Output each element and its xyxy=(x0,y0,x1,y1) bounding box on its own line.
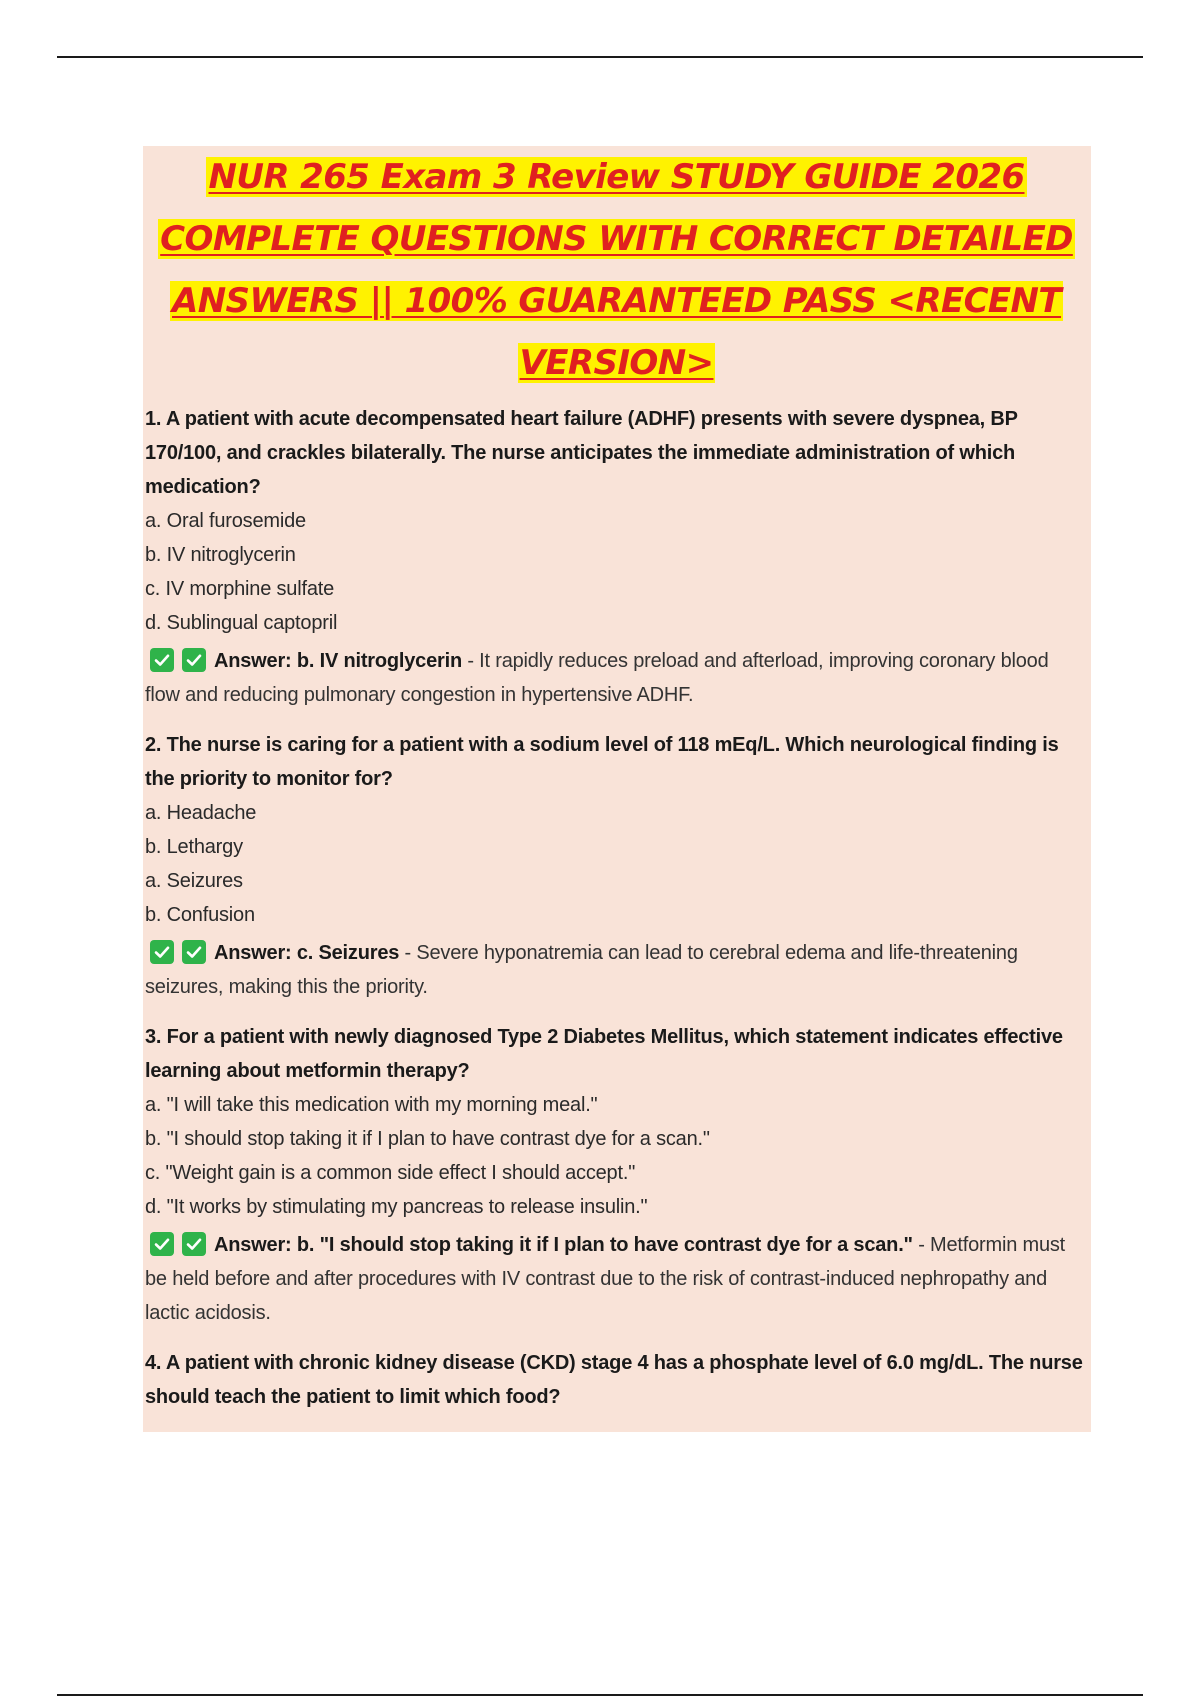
option-d: d. "It works by stimulating my pancreas to release insulin." xyxy=(145,1196,648,1218)
question-text: 1. A patient with acute decompensated heart failure (ADHF) presents with severe dyspnea, BP 170/100, and crackles bilaterally. The nurse anticipates the immediate administration of which medication? xyxy=(145,408,1018,498)
check-mark-icon xyxy=(150,1232,174,1256)
question-1 xyxy=(145,402,1088,712)
option-b: b. IV nitroglycerin xyxy=(145,544,296,566)
title-line-2: COMPLETE QUESTIONS WITH CORRECT DETAILED xyxy=(160,219,1073,259)
option-c: c. "Weight gain is a common side effect I should accept." xyxy=(145,1162,636,1184)
title-line-4: VERSION> xyxy=(519,343,714,383)
option-a: a. "I will take this medication with my morning meal." xyxy=(145,1094,598,1116)
answer-line xyxy=(145,644,1088,712)
title-line-3: ANSWERS || 100% GUARANTEED PASS <RECENT xyxy=(171,281,1062,321)
study-guide-panel xyxy=(143,146,1091,1432)
check-mark-icon xyxy=(150,648,174,672)
option-a: a. Headache xyxy=(145,802,257,824)
question-2 xyxy=(145,728,1088,1004)
document-title xyxy=(145,146,1088,394)
bottom-rule xyxy=(57,1694,1143,1696)
answer-line xyxy=(145,1228,1088,1330)
answer-explanation: - Severe hyponatremia can lead to cerebral edema and life-threatening seizures, making this the priority. xyxy=(145,942,1018,998)
check-mark-icon xyxy=(182,648,206,672)
check-mark-icon xyxy=(182,1232,206,1256)
answer-label: Answer: b. IV nitroglycerin xyxy=(214,650,462,672)
option-b: b. "I should stop taking it if I plan to have contrast dye for a scan." xyxy=(145,1128,710,1150)
option-d: b. Confusion xyxy=(145,904,255,926)
question-text: 2. The nurse is caring for a patient with a sodium level of 118 mEq/L. Which neurological finding is the priority to monitor for? xyxy=(145,734,1059,790)
answer-line xyxy=(145,936,1088,1004)
answer-label: Answer: c. Seizures xyxy=(214,942,400,964)
title-line-1: NUR 265 Exam 3 Review STUDY GUIDE 2026 xyxy=(208,157,1025,197)
check-mark-icon xyxy=(150,940,174,964)
answer-explanation: - It rapidly reduces preload and afterload, improving coronary blood flow and reducing pulmonary congestion in hypertensive ADHF. xyxy=(145,650,1049,706)
option-b: b. Lethargy xyxy=(145,836,243,858)
question-text: 4. A patient with chronic kidney disease (CKD) stage 4 has a phosphate level of 6.0 mg/dL. The nurse should teach the patient to limit which food? xyxy=(145,1352,1083,1408)
option-a: a. Oral furosemide xyxy=(145,510,306,532)
answer-label: Answer: b. "I should stop taking it if I plan to have contrast dye for a scan." xyxy=(214,1234,913,1256)
question-text: 3. For a patient with newly diagnosed Type 2 Diabetes Mellitus, which statement indicates effective learning about metformin therapy? xyxy=(145,1026,1063,1082)
answer-explanation: - Metformin must be held before and after procedures with IV contrast due to the risk of contrast-induced nephropathy and lactic acidosis. xyxy=(145,1234,1066,1324)
option-c: c. IV morphine sulfate xyxy=(145,578,335,600)
check-mark-icon xyxy=(182,940,206,964)
option-c: a. Seizures xyxy=(145,870,243,892)
top-rule xyxy=(57,56,1143,58)
question-3 xyxy=(145,1020,1088,1330)
question-4 xyxy=(145,1346,1088,1414)
option-d: d. Sublingual captopril xyxy=(145,612,338,634)
